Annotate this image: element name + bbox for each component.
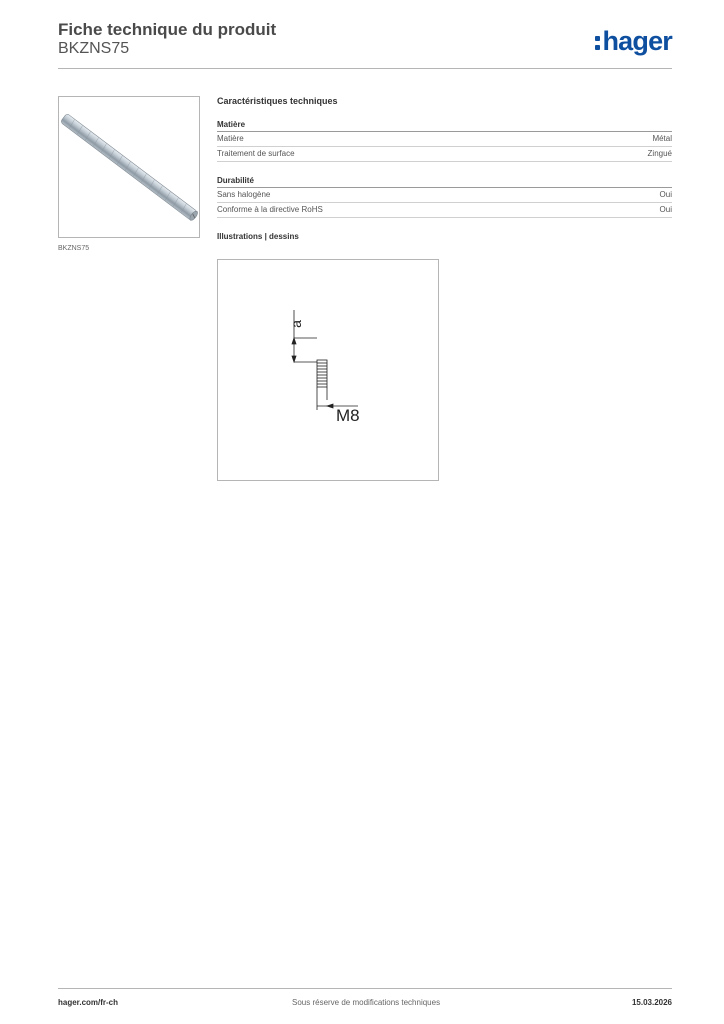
spec-value: Zingué <box>647 149 672 158</box>
spec-value: Oui <box>659 190 672 199</box>
product-reference: BKZNS75 <box>58 40 130 57</box>
spec-group-title: Durabilité <box>217 176 672 188</box>
spec-group-material <box>217 120 672 162</box>
footer-divider <box>58 988 672 989</box>
technical-specs <box>217 96 672 241</box>
logo-colon-icon <box>595 36 600 50</box>
footer-notice: Sous réserve de modifications techniques <box>292 998 441 1007</box>
specs-heading: Caractéristiques techniques <box>217 96 338 106</box>
spec-row <box>217 132 672 147</box>
spec-value: Métal <box>652 134 672 143</box>
threaded-rod-image <box>59 97 199 237</box>
page-title: Fiche technique du produit <box>58 20 277 39</box>
spec-row <box>217 188 672 203</box>
logo-text: hager <box>602 25 672 56</box>
spec-value: Oui <box>659 205 672 214</box>
product-image-frame <box>58 96 200 238</box>
spec-label: Sans halogène <box>217 190 271 199</box>
spec-row <box>217 147 672 162</box>
technical-drawing-frame <box>217 259 439 481</box>
footer-date: 15.03.2026 <box>631 998 672 1007</box>
spec-row <box>217 203 672 218</box>
hager-logo <box>595 26 672 56</box>
spec-label: Traitement de surface <box>217 149 295 158</box>
spec-label: Conforme à la directive RoHS <box>217 205 323 214</box>
product-image-caption: BKZNS75 <box>58 245 90 252</box>
dimension-label-a: a <box>287 320 304 328</box>
illustrations-heading: Illustrations | dessins <box>217 232 299 241</box>
footer-website-link[interactable]: hager.com/fr-ch <box>58 998 119 1007</box>
spec-group-title: Matière <box>217 120 672 132</box>
spec-group-durability <box>217 176 672 218</box>
spec-label: Matière <box>217 134 244 143</box>
header-divider <box>58 68 672 69</box>
dimension-drawing <box>218 260 438 480</box>
dimension-label-thread: M8 <box>336 406 360 425</box>
